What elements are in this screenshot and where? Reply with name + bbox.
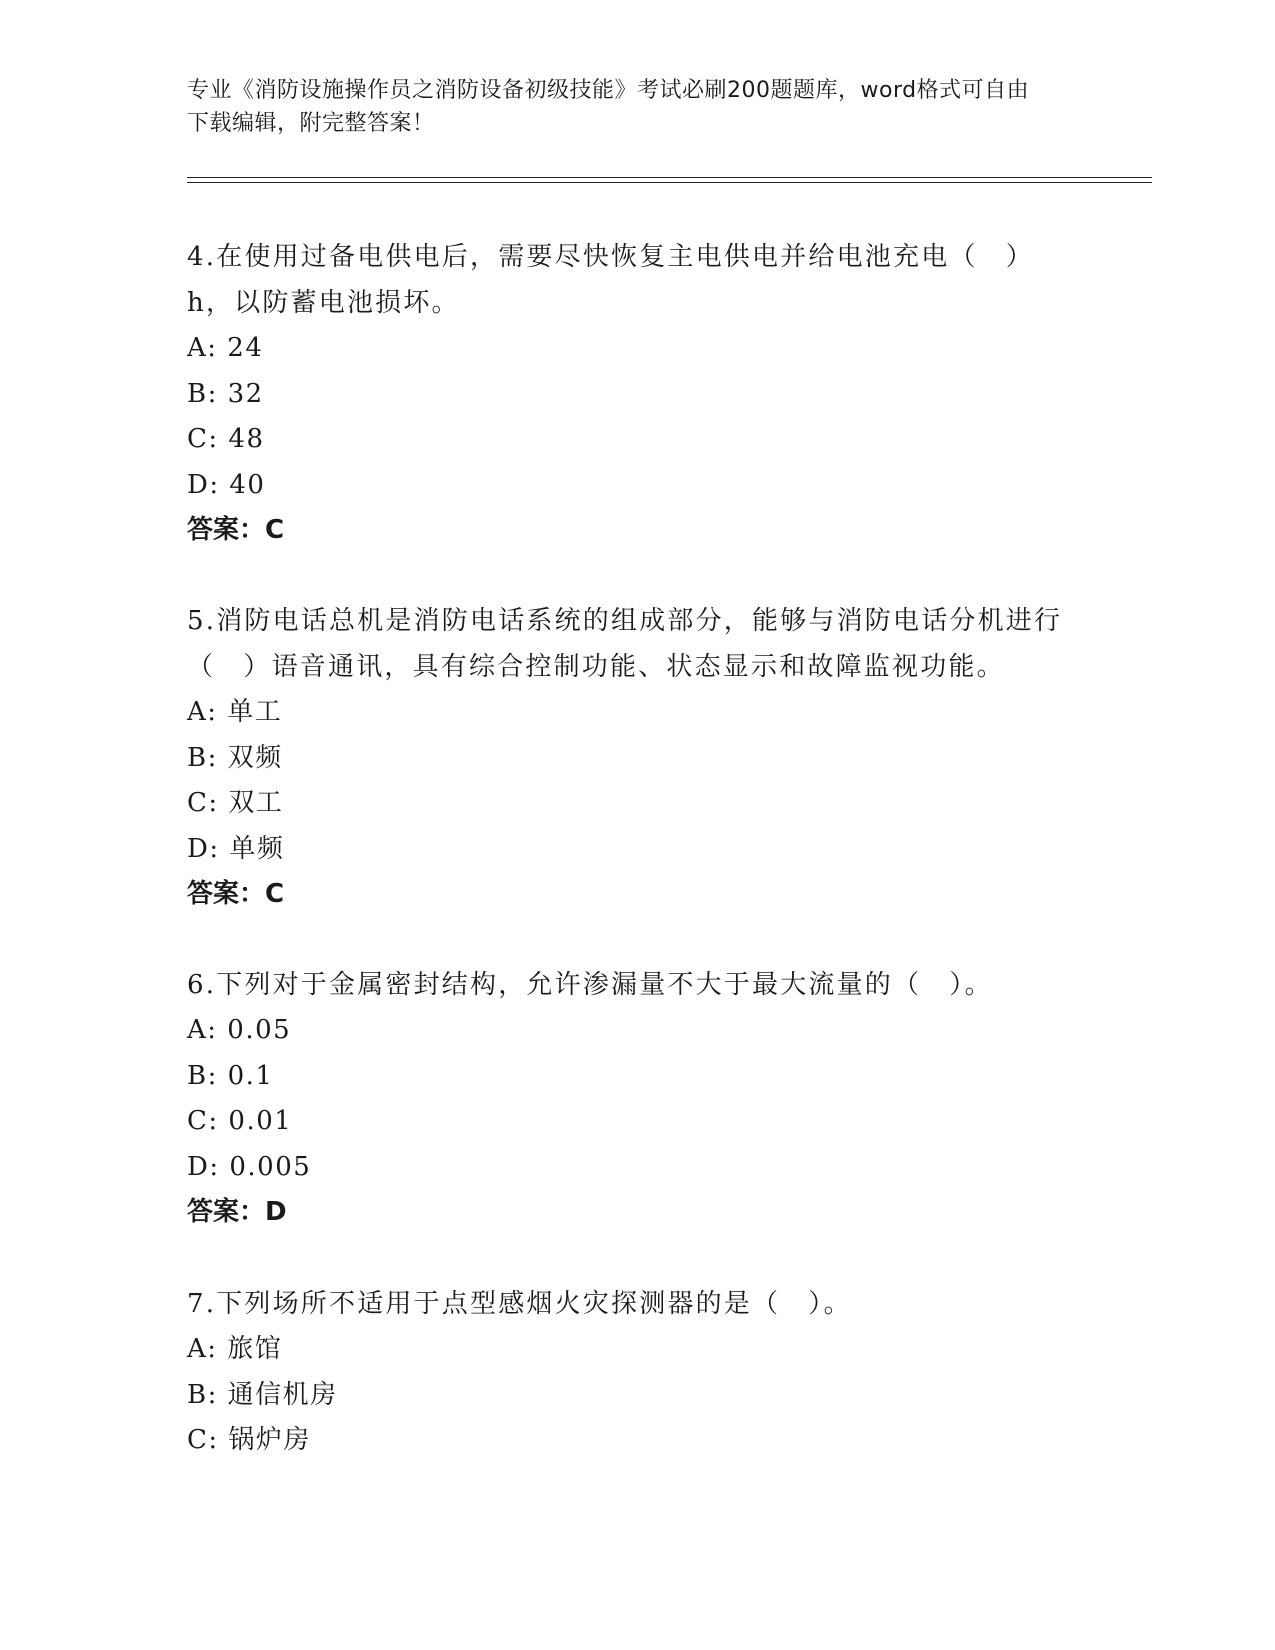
option-b: B: 32 bbox=[187, 378, 264, 409]
question-stem: 6.下列对于金属密封结构，允许渗漏量不大于最大流量的（ ）。 bbox=[187, 970, 993, 1000]
header-rule-bottom bbox=[187, 182, 1152, 183]
option-b: B: 通信机房 bbox=[187, 1379, 338, 1410]
question-4 bbox=[187, 234, 1067, 554]
option-d: D: 0.005 bbox=[187, 1151, 312, 1182]
option-c: C: 双工 bbox=[187, 788, 284, 818]
option-b: B: 0.1 bbox=[187, 1060, 274, 1091]
option-c: C: 48 bbox=[187, 424, 265, 454]
option-a: A: 24 bbox=[187, 333, 264, 363]
option-c: C: 锅炉房 bbox=[187, 1425, 311, 1455]
header-rule-top bbox=[187, 177, 1152, 178]
answer: 答案：C bbox=[187, 515, 285, 545]
question-stem: 4.在使用过备电供电后，需要尽快恢复主电供电并给电池充电（ ）h，以防蓄电池损坏。 bbox=[187, 242, 1035, 318]
option-a: A: 0.05 bbox=[187, 1015, 292, 1045]
option-b: B: 双频 bbox=[187, 742, 283, 773]
option-d: D: 单频 bbox=[187, 833, 285, 864]
option-a: A: 单工 bbox=[187, 697, 283, 727]
question-7 bbox=[187, 1281, 1067, 1464]
question-6 bbox=[187, 962, 1067, 1236]
document-header: 专业《消防设施操作员之消防设备初级技能》考试必刷200题题库，word格式可自由下载编辑，附完整答案！ bbox=[187, 78, 1030, 136]
question-stem: 7.下列场所不适用于点型感烟火灾探测器的是（ ）。 bbox=[187, 1289, 852, 1319]
answer: 答案：C bbox=[187, 879, 285, 909]
option-d: D: 40 bbox=[187, 469, 266, 500]
question-5 bbox=[187, 598, 1067, 918]
question-stem: 5.消防电话总机是消防电话系统的组成部分，能够与消防电话分机进行（ ）语音通讯，具有综合控制功能、状态显示和故障监视功能。 bbox=[187, 606, 1063, 682]
answer: 答案：D bbox=[187, 1197, 287, 1227]
option-a: A: 旅馆 bbox=[187, 1334, 283, 1364]
option-c: C: 0.01 bbox=[187, 1106, 293, 1136]
